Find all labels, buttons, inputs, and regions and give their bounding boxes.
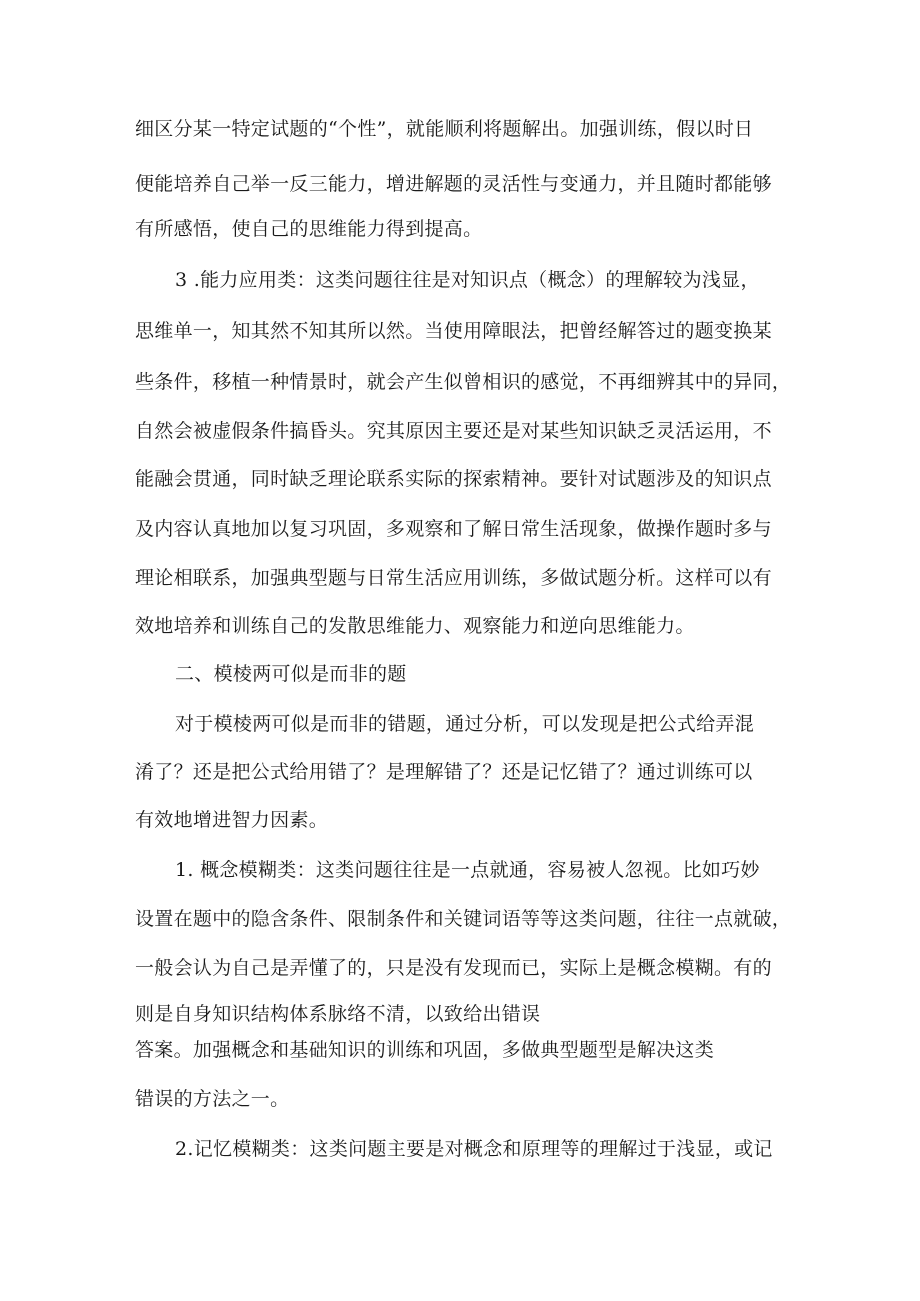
- text-line: 及内容认真地加以复习巩固，多观察和了解日常生活现象，做操作题时多与: [135, 518, 772, 540]
- text-line: 则是自身知识结构体系脉络不清，以致给出错误: [135, 1003, 541, 1025]
- text-line: 能融会贯通，同时缺乏理论联系实际的探索精神。要针对试题涉及的知识点: [135, 468, 772, 490]
- text-line: 错误的方法之一。: [135, 1088, 290, 1110]
- paragraph-3-first-line: 3 .能力应用类：这类问题往往是对知识点（概念）的理解较为浅显，: [175, 269, 760, 291]
- text-line: 淆了？还是把公式给用错了？是理解错了？还是记忆错了？通过训练可以: [135, 761, 753, 783]
- text-line: 一般会认为自己是弄懂了的，只是没有发现而已，实际上是概念模糊。有的: [135, 957, 772, 979]
- text-line: 有效地增进智力因素。: [135, 809, 329, 831]
- paragraph-first-line: 对于模棱两可似是而非的错题，通过分析，可以发现是把公式给弄混: [175, 713, 755, 735]
- paragraph-2-first-line: 2.记忆模糊类：这类问题主要是对概念和原理等的理解过于浅显，或记: [175, 1138, 773, 1160]
- paragraph-1-first-line: 1. 概念模糊类：这类问题往往是一点就通，容易被人忽视。比如巧妙: [175, 859, 760, 881]
- text-line: 些条件，移植一种情景时，就会产生似曾相识的感觉，不再细辨其中的异同，: [135, 371, 792, 393]
- text-line: 思维单一，知其然不知其所以然。当使用障眼法，把曾经解答过的题变换某: [135, 320, 772, 342]
- text-line: 理论相联系，加强典型题与日常生活应用训练，多做试题分析。这样可以有: [135, 567, 772, 589]
- text-line: 便能培养自己举一反三能力，增进解题的灵活性与变通力，并且随时都能够: [135, 173, 772, 195]
- section-heading: 二、模棱两可似是而非的题: [175, 663, 407, 685]
- text-line: 自然会被虚假条件搞昏头。究其原因主要还是对某些知识缺乏灵活运用，不: [135, 420, 772, 442]
- text-line: 答案。加强概念和基础知识的训练和巩固，多做典型题型是解决这类: [135, 1039, 715, 1061]
- text-line: 细区分某一特定试题的“个性”，就能顺利将题解出。加强训练，假以时日: [135, 118, 754, 140]
- text-line: 效地培养和训练自己的发散思维能力、观察能力和逆向思维能力。: [135, 615, 695, 637]
- text-line: 有所感悟，使自己的思维能力得到提高。: [135, 218, 483, 240]
- text-line: 设置在题中的隐含条件、限制条件和关键词语等等这类问题，往往一点就破，: [135, 908, 792, 930]
